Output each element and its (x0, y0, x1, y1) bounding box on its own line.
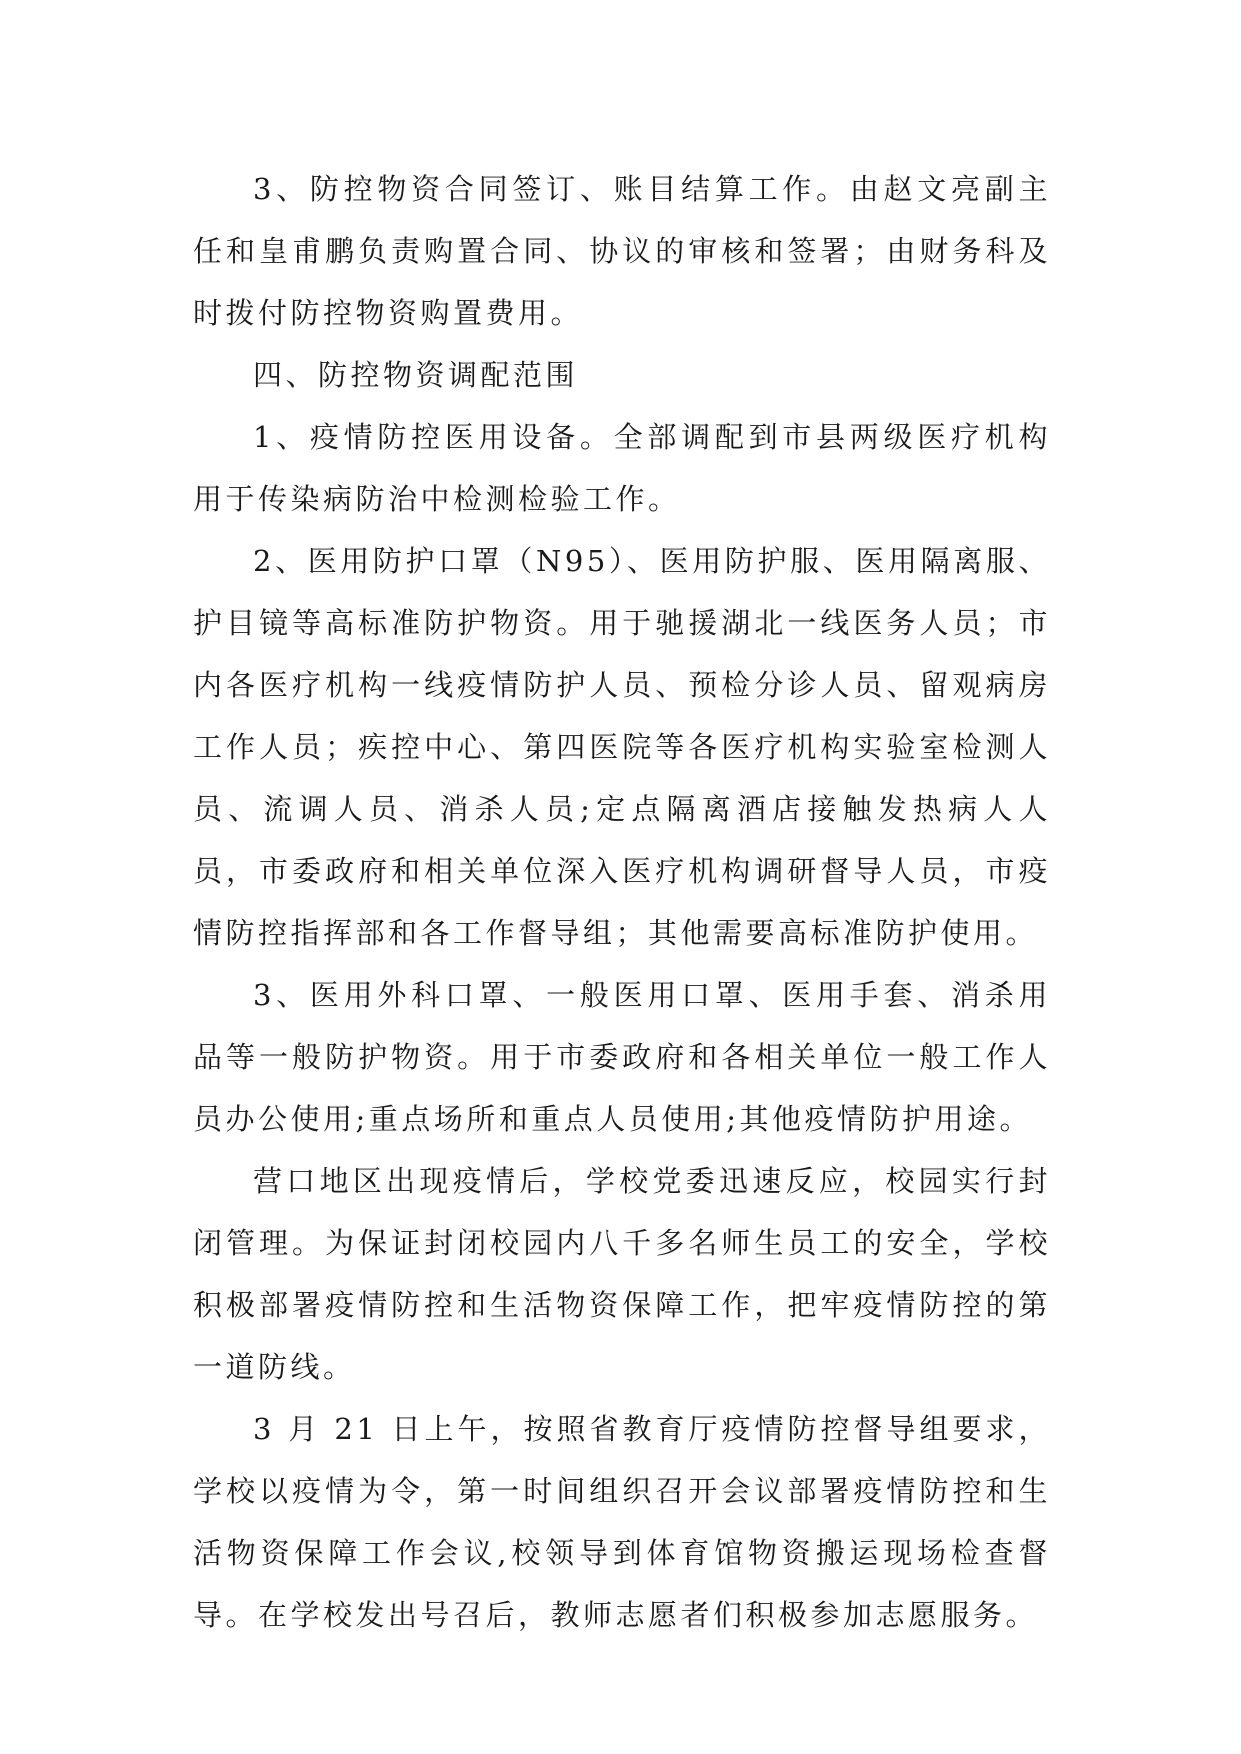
paragraph-campus-closure: 营口地区出现疫情后，学校党委迅速反应，校园实行封闭管理。为保证封闭校园内八千多名师生员工的安全，学校积极部署疫情防控和生活物资保障工作，把牢疫情防控的第一道防线。 (193, 1164, 1051, 1384)
paragraph-medical-equipment: 1、疫情防控医用设备。全部调配到市县两级医疗机构用于传染病防治中检测检验工作。 (193, 420, 1051, 516)
paragraph-general-protection: 3、医用外科口罩、一般医用口罩、医用手套、消杀用品等一般防护物资。用于市委政府和各相关单位一般工作人员办公使用;重点场所和重点人员使用;其他疫情防护用途。 (193, 978, 1051, 1136)
section-heading-allocation-scope: 四、防控物资调配范围 (253, 358, 579, 392)
document-page (193, 158, 1051, 1646)
paragraph-march-21-meeting: 3 月 21 日上午，按照省教育厅疫情防控督导组要求，学校以疫情为令，第一时间组织召开会议部署疫情防控和生活物资保障工作会议,校领导到体育馆物资搬运现场检查督导。在学校发出号召后，教师志愿者们积极参加志愿服务。 (193, 1412, 1051, 1632)
paragraph-high-standard-protection: 2、医用防护口罩（N95）、医用防护服、医用隔离服、护目镜等高标准防护物资。用于驰援湖北一线医务人员；市内各医疗机构一线疫情防护人员、预检分诊人员、留观病房工作人员；疾控中心、第四医院等各医疗机构实验室检测人员、流调人员、消杀人员;定点隔离酒店接触发热病人人员，市委政府和相关单位深入医疗机构调研督导人员，市疫情防控指挥部和各工作督导组；其他需要高标准防护使用。 (193, 544, 1051, 950)
paragraph-contract-settlement: 3、防控物资合同签订、账目结算工作。由赵文亮副主任和皇甫鹏负责购置合同、协议的审核和签署；由财务科及时拨付防控物资购置费用。 (193, 172, 1051, 330)
